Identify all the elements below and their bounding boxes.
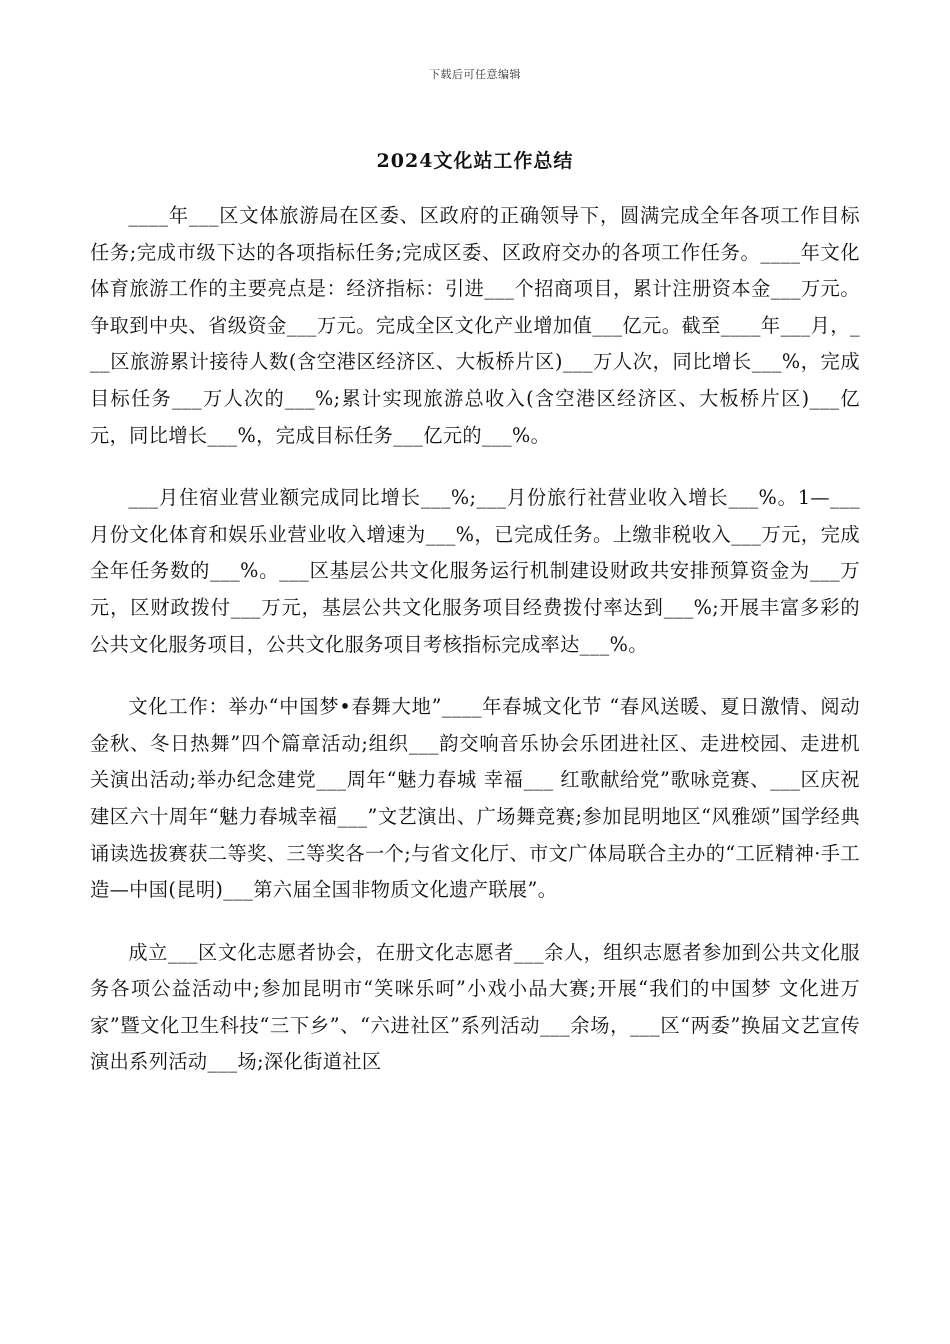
document-body [90, 198, 860, 1107]
paragraph-1: ____年___区文体旅游局在区委、区政府的正确领导下，圆满完成全年各项工作目标任务;完成市级下达的各项指标任务;完成区委、区政府交办的各项工作任务。____年文化体育旅游工作的主要亮点是：经济指标：引进___个招商项目，累计注册资本金___万元。争取到中央、省级资金___万元。完成全区文化产业增加值___亿元。截至____年___月，___区旅游累计接待人数(含空港区经济区、大板桥片区)___万人次，同比增长___%，完成目标任务___万人次的___%;累计实现旅游总收入(含空港区经济区、大板桥片区)___亿元，同比增长___%，完成目标任务___亿元的___%。 [90, 204, 860, 447]
paragraph-4: 成立___区文化志愿者协会，在册文化志愿者___余人，组织志愿者参加到公共文化服务各项公益活动中;参加昆明市“笑咪乐呵”小戏小品大赛;开展“我们的中国梦 文化进万家”暨文化卫生科技“三下乡”、“六进社区”系列活动___余场，___区“两委”换届文艺宣传演出系列活动___场;深化街道社区 [90, 940, 860, 1074]
document-title: 2024文化站工作总结 [376, 150, 574, 172]
header-note: 下载后可任意编辑 [429, 68, 521, 81]
paragraph-3: 文化工作：举办“中国梦•春舞大地”____年春城文化节 “春风送暖、夏日激情、阅动金秋、冬日热舞”四个篇章活动;组织___韵交响音乐协会乐团进社区、走进校园、走进机关演出活动;举办纪念建党___周年“魅力春城 幸福___ 红歌献给党”歌咏竞赛、___区庆祝建区六十周年“魅力春城幸福___”文艺演出、广场舞竞赛;参加昆明地区“风雅颂”国学经典诵读选拔赛获二等奖、三等奖各一个;与省文化厅、市文广体局联合主办的“工匠精神·手工造—中国(昆明)___第六届全国非物质文化遗产联展”。 [90, 695, 860, 902]
paragraph-2: ___月住宿业营业额完成同比增长___%;___月份旅行社营业收入增长___%。1—___月份文化体育和娱乐业营业收入增速为___%，已完成任务。上缴非税收入___万元，完成全年任务数的___%。___区基层公共文化服务运行机制建设财政共安排预算资金为___万元，区财政拨付___万元，基层公共文化服务项目经费拨付率达到___%;开展丰富多彩的公共文化服务项目，公共文化服务项目考核指标完成率达___%。 [90, 486, 860, 656]
